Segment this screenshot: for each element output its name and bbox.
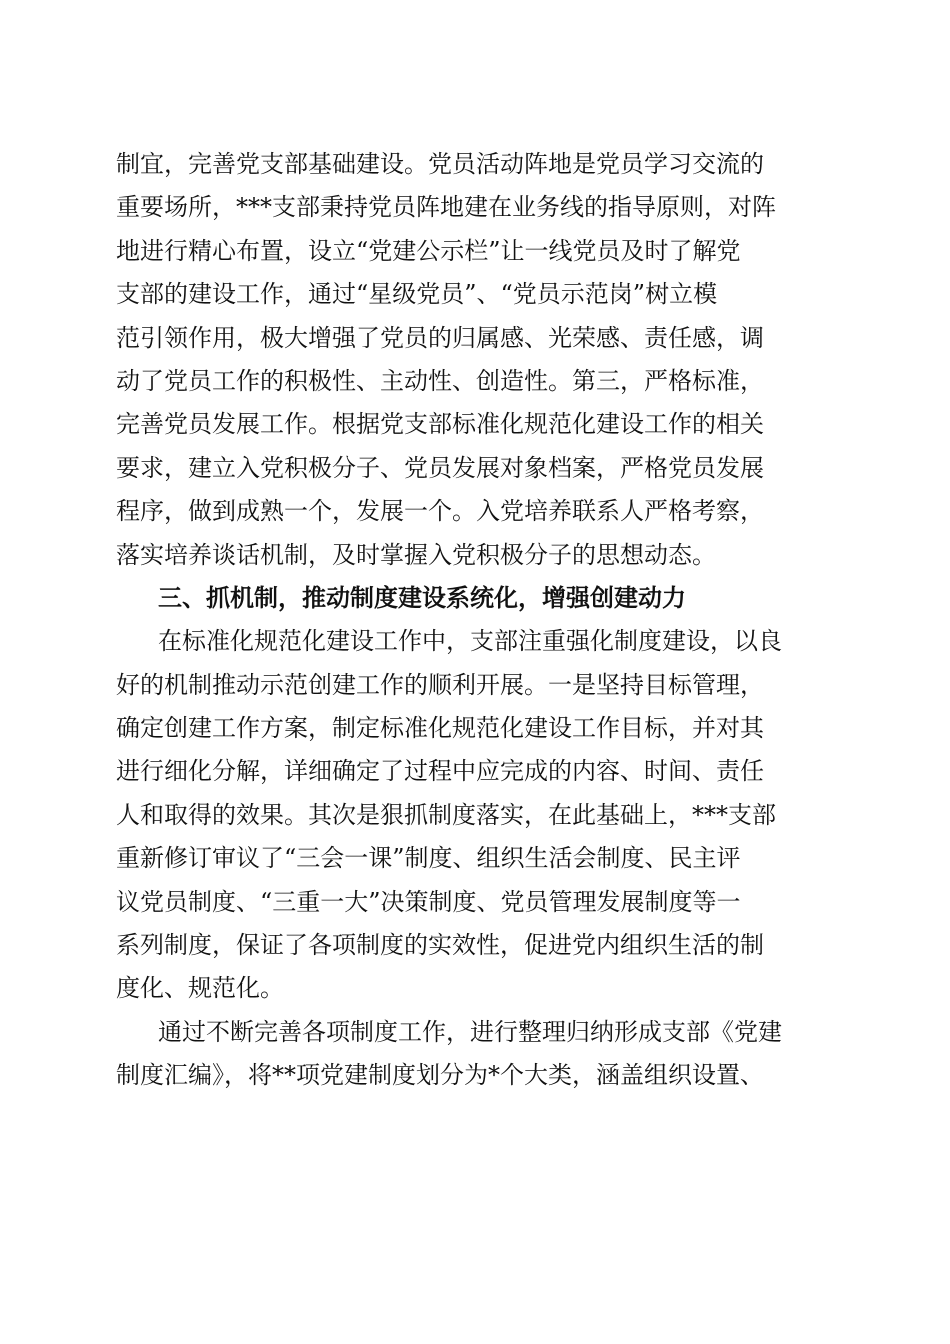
text-line: 制宜，完善党支部基础建设。党员活动阵地是党员学习交流的 xyxy=(116,150,764,178)
text-line: 重新修订审议了“三会一课”制度、组织生活会制度、民主评 xyxy=(116,844,741,873)
text-line: 议党员制度、“三重一大”决策制度、党员管理发展制度等一 xyxy=(116,887,741,916)
text-line: 好的机制推动示范创建工作的顺利开展。一是坚持目标管理， xyxy=(116,670,764,699)
text-line: 度化、规范化。 xyxy=(116,974,284,1003)
text-line: 动了党员工作的积极性、主动性、创造性。第三，严格标准， xyxy=(116,366,764,395)
text-line: 范引领作用，极大增强了党员的归属感、光荣感、责任感，调 xyxy=(116,323,764,352)
text-line: 系列制度，保证了各项制度的实效性，促进党内组织生活的制 xyxy=(116,931,764,960)
text-line: 人和取得的效果。其次是狠抓制度落实，在此基础上，***支部 xyxy=(116,800,776,829)
paragraph-start-line: 在标准化规范化建设工作中，支部注重强化制度建设，以良 xyxy=(158,627,782,656)
text-line: 完善党员发展工作。根据党支部标准化规范化建设工作的相关 xyxy=(116,410,764,439)
text-line: 要求，建立入党积极分子、党员发展对象档案，严格党员发展 xyxy=(116,453,764,482)
text-line: 落实培养谈话机制，及时掌握入党积极分子的思想动态。 xyxy=(116,540,716,569)
body-text xyxy=(116,143,836,1098)
text-line: 程序，做到成熟一个，发展一个。入党培养联系人严格考察， xyxy=(116,497,764,526)
section-heading: 三、抓机制，推动制度建设系统化，增强创建动力 xyxy=(158,583,686,612)
paragraph-start-line: 通过不断完善各项制度工作，进行整理归纳形成支部《党建 xyxy=(158,1017,782,1046)
text-line: 确定创建工作方案，制定标准化规范化建设工作目标，并对其 xyxy=(116,714,764,743)
text-line: 支部的建设工作，通过“星级党员”、“党员示范岗”树立模 xyxy=(116,280,718,309)
text-line: 制度汇编》，将**项党建制度划分为*个大类，涵盖组织设置、 xyxy=(116,1061,764,1090)
text-line: 进行细化分解，详细确定了过程中应完成的内容、时间、责任 xyxy=(116,757,764,786)
text-line: 重要场所，***支部秉持党员阵地建在业务线的指导原则，对阵 xyxy=(116,193,776,222)
text-line: 地进行精心布置，设立“党建公示栏”让一线党员及时了解党 xyxy=(116,236,741,265)
